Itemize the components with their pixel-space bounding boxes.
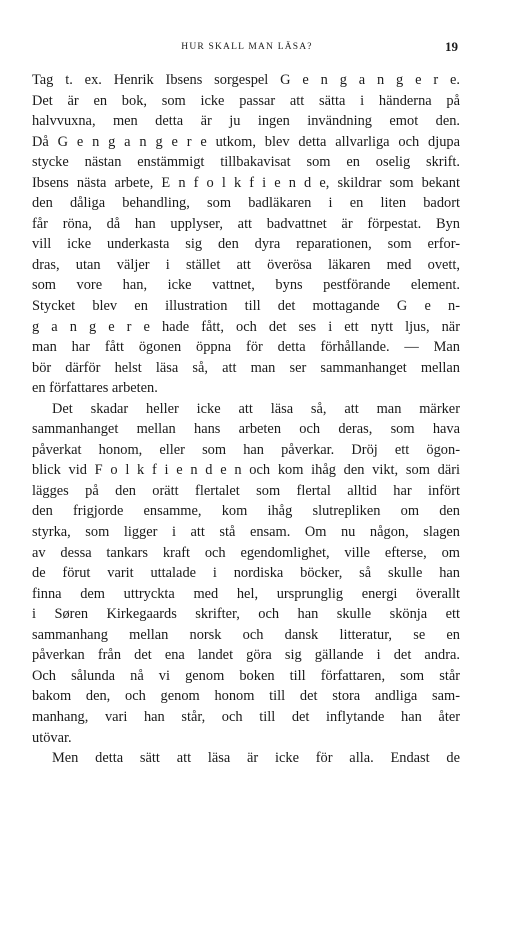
text-line: den dåliga behandling, som badläkaren i en liten badort (32, 195, 460, 212)
text-line: vill icke underkasta sig den dyra reparationen, som erfor- (32, 236, 460, 253)
text-line: Men detta sätt att läsa är icke för alla. Endast de (52, 750, 460, 767)
text-line: manhang, vari han står, och till det inflytande han åter (32, 708, 460, 725)
text-line: utövar. (32, 729, 72, 746)
text-line: blick vid F o l k f i e n d e n och kom ihåg den vikt, som däri (32, 462, 460, 479)
body-text (32, 70, 460, 769)
text-line: de förut varit uttalade i nordiska böcker, så skulle han (32, 565, 460, 582)
page-number: 19 (445, 39, 458, 54)
text-line: i Søren Kirkegaards skrifter, och han skulle skönja ett (32, 606, 460, 623)
text-line: Ibsens nästa arbete, E n f o l k f i e n d e, skildrar som bekant (32, 174, 460, 191)
text-line: den frigjorde ensamme, kom ihåg slutrepliken om den (32, 503, 460, 520)
text-line: Då G e n g a n g e r e utkom, blev detta allvarliga och djupa (32, 133, 460, 150)
text-line: en författares arbeten. (32, 380, 158, 397)
text-line: g a n g e r e hade fått, och det ses i ett nytt ljus, när (32, 318, 460, 335)
text-line: får röna, då han upplyser, att badvattnet är förpestat. Byn (32, 215, 460, 232)
text-line: Det skadar heller icke att läsa så, att man märker (52, 400, 460, 417)
text-line: halvvuxna, men detta är ju ingen invändning emot den. (32, 113, 460, 130)
text-line: bör därför helst läsa så, att man ser sammanhanget mellan (32, 359, 460, 376)
text-line: finna dem uttryckta med hel, ursprunglig energi överallt (32, 585, 460, 602)
text-line: dras, utan väljer i stället att överösa läkaren med ovett, (32, 256, 460, 273)
text-line: stycke nästan enstämmigt tillbakavisat som en oselig skrift. (32, 154, 460, 171)
text-line: man har fått ögonen öppna för detta förhållande. — Man (32, 339, 460, 356)
text-line: styrka, som ligger i att stå ensam. Om nu någon, slagen (32, 524, 460, 541)
text-line: bakom den, och genom honom till det stora andliga sam- (32, 688, 460, 705)
running-head (34, 40, 460, 56)
text-line: påverkat honom, eller som han påverkar. Dröj ett ögon- (32, 441, 460, 458)
text-line: Stycket blev en illustration till det mottagande G e n- (32, 298, 460, 315)
text-line: sammanhang mellan norsk och dansk litteratur, se en (32, 626, 460, 643)
text-line: Och sålunda nå vi genom boken till författaren, som står (32, 667, 460, 684)
running-title: HUR SKALL MAN LÄSA? (181, 42, 313, 52)
text-line: påverkan från det ena landet göra sig gällande i det andra. (32, 647, 460, 664)
text-line: av dessa tankars kraft och egendomlighet, ville efterse, om (32, 544, 460, 561)
text-line: Det är en bok, som icke passar att sätta i händerna på (32, 92, 460, 109)
text-line: som vore han, icke vattnet, byns pestförande element. (32, 277, 460, 294)
text-line: Tag t. ex. Henrik Ibsens sorgespel G e n g a n g e r e. (32, 72, 460, 88)
text-line: sammanhanget mellan hans arbeten och deras, som hava (32, 421, 460, 438)
text-line: lägges på den orätt flertalet som flertal alltid har infört (32, 482, 460, 499)
